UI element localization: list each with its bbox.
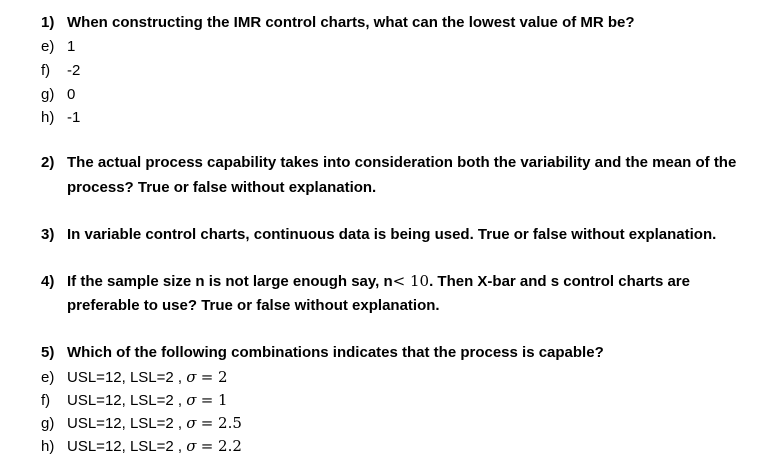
option-value: = 2: [200, 368, 228, 386]
q5-option-g: [41, 414, 242, 433]
question-text: In variable control charts, continuous data is being used. True or false without explanation.: [67, 226, 717, 243]
question-number: 2): [41, 154, 55, 171]
q1-option-g: [41, 86, 75, 104]
q1-option-f: [41, 62, 80, 80]
option-text: 1: [67, 38, 76, 55]
q5-option-e: [41, 368, 228, 387]
option-text: -1: [67, 109, 81, 126]
sigma-symbol: σ: [186, 414, 197, 432]
q5-option-h: [41, 437, 242, 456]
option-letter: e): [41, 369, 55, 386]
question-text: Which of the following combinations indicates that the process is capable?: [67, 344, 604, 361]
option-text: 0: [67, 86, 76, 103]
option-letter: g): [41, 415, 55, 432]
sigma-symbol: σ: [186, 437, 197, 455]
sigma-symbol: σ: [186, 368, 197, 386]
question-number: 4): [41, 273, 55, 290]
option-prefix: USL=12, LSL=2 ,: [67, 415, 183, 432]
q1-option-h: [41, 109, 80, 127]
option-letter: g): [41, 86, 55, 103]
option-prefix: USL=12, LSL=2 ,: [67, 438, 183, 455]
sigma-symbol: σ: [186, 391, 197, 409]
question-number: 3): [41, 226, 55, 243]
question-2: [41, 154, 736, 172]
option-value: = 2.2: [200, 437, 242, 455]
option-value: = 2.5: [200, 414, 242, 432]
option-prefix: USL=12, LSL=2 ,: [67, 392, 183, 409]
question-text-post: . Then X-bar and s control charts are: [429, 273, 690, 290]
question-text-line2: process? True or false without explanation.: [67, 179, 377, 196]
option-letter: h): [41, 438, 55, 455]
question-1: [41, 14, 635, 32]
question-text-pre: If the sample size n is not large enough say, n: [67, 273, 393, 290]
q5-option-f: [41, 391, 228, 410]
question-4: [41, 272, 690, 291]
question-2-continuation: [67, 179, 376, 197]
question-text-line2: preferable to use? True or false without explanation.: [67, 297, 440, 314]
option-letter: f): [41, 62, 51, 79]
question-4-continuation: [67, 297, 440, 315]
question-number: 1): [41, 14, 55, 31]
option-letter: f): [41, 392, 51, 409]
option-value: = 1: [200, 391, 228, 409]
math-less-than-ten: < 10: [392, 272, 430, 290]
option-letter: h): [41, 109, 55, 126]
option-prefix: USL=12, LSL=2 ,: [67, 369, 183, 386]
option-text: -2: [67, 62, 81, 79]
q1-option-e: [41, 38, 75, 56]
question-text: When constructing the IMR control charts, what can the lowest value of MR be?: [67, 14, 635, 31]
question-number: 5): [41, 344, 55, 361]
question-5: [41, 344, 604, 362]
question-3: [41, 226, 716, 244]
question-text-line1: The actual process capability takes into consideration both the variability and the mean of the: [67, 154, 737, 171]
option-letter: e): [41, 38, 55, 55]
